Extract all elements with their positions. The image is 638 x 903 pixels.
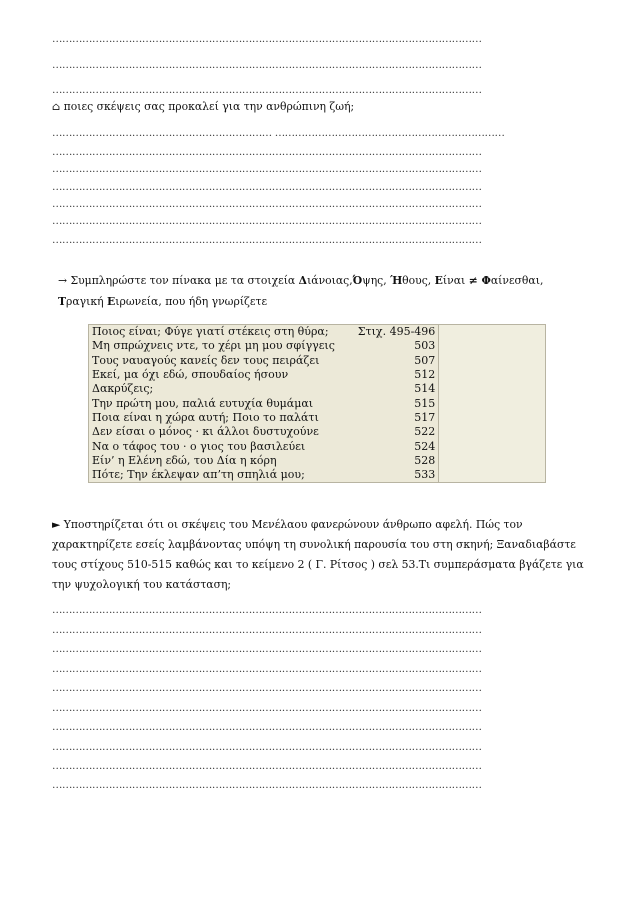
answer-cell[interactable] xyxy=(439,411,546,425)
table-row xyxy=(89,368,546,382)
table-instruction-line-2 xyxy=(58,295,267,309)
answer-line[interactable]: ………………………………………………………………………………………………………………… xyxy=(52,741,482,753)
table-row xyxy=(89,339,546,353)
table-instruction-line-1 xyxy=(58,274,543,288)
instruction-bold: Τ xyxy=(58,295,67,308)
instruction-text: ιρωνεία, που ήδη γνωρίζετε xyxy=(115,295,268,308)
verse-cell: Ποια είναι η χώρα αυτή; Ποιο το παλάτι xyxy=(89,411,344,425)
table-row xyxy=(89,382,546,396)
verse-cell: Δεν είσαι ο μόνος · κι άλλοι δυστυχούνε xyxy=(89,425,344,439)
table-row xyxy=(89,325,546,340)
verse-ref-cell: 522 xyxy=(344,425,439,439)
answer-line[interactable]: ………………………………………………………………………………………………………………… xyxy=(52,146,482,158)
question-2-line-4: την ψυχολογική του κατάσταση; xyxy=(52,578,232,591)
answer-cell[interactable] xyxy=(439,354,546,368)
table-row xyxy=(89,354,546,368)
verse-cell: Πότε; Την έκλεψαν απ’τη σπηλιά μου; xyxy=(89,468,344,483)
verse-cell: Μη σπρώχνεις ντε, το χέρι μη μου σφίγγεις xyxy=(89,339,344,353)
answer-cell[interactable] xyxy=(439,468,546,483)
answer-cell[interactable] xyxy=(439,439,546,453)
answer-cell[interactable] xyxy=(439,368,546,382)
answer-line[interactable]: ………………………………………………………………………………………………………………… xyxy=(52,215,482,227)
answer-line[interactable]: ………………………………………………………………………………………………………………… xyxy=(52,59,482,71)
instruction-bold: Δ xyxy=(298,274,308,287)
table-row xyxy=(89,396,546,410)
verse-ref-cell: 528 xyxy=(344,454,439,468)
answer-line[interactable]: ………………………………………………………………………………………………………………… xyxy=(52,721,482,733)
verse-cell: Δακρύζεις; xyxy=(89,382,344,396)
answer-line[interactable]: ………………………………………………………………………………………………………………… xyxy=(52,624,482,636)
question-2-line-2: χαρακτηρίζετε εσείς λαμβάνοντας υπόψη τη συνολική παρουσία του στη σκηνή; Ξαναδιαβάστε xyxy=(52,538,576,551)
verse-cell: Είν’ η Ελένη εδώ, του Δία η κόρη xyxy=(89,454,344,468)
verse-ref-cell: 507 xyxy=(344,354,439,368)
answer-line[interactable]: ………………………………………………………………………………………………………………… xyxy=(52,33,482,45)
answer-line[interactable]: ………………………………………………………………………………………………………………… xyxy=(52,234,482,246)
instruction-bold: Ε xyxy=(107,295,116,308)
answer-cell[interactable] xyxy=(439,382,546,396)
instruction-text: ραγική xyxy=(66,295,108,308)
instruction-text: Συμπληρώστε τον πίνακα με τα στοιχεία xyxy=(70,274,299,287)
question-2-line-3: τους στίχους 510-515 καθώς και το κείμενο 2 ( Γ. Ρίτσος ) σελ 53.Τι συμπεράσματα βγάζετε για xyxy=(52,558,584,571)
instruction-text: θους, xyxy=(402,274,435,287)
instruction-bold: Ε xyxy=(434,274,443,287)
question-2-line-1: ► Υποστηρίζεται ότι οι σκέψεις του Μενέλαου φανερώνουν άνθρωπο αφελή. Πώς τον xyxy=(52,518,523,531)
verse-ref-cell: 514 xyxy=(344,382,439,396)
answer-line[interactable]: ………………………………………………………… …………………………………………………………… xyxy=(52,127,505,139)
answer-line[interactable]: ………………………………………………………………………………………………………………… xyxy=(52,779,482,791)
arrow-icon: → xyxy=(58,274,68,287)
verse-ref-cell: 503 xyxy=(344,339,439,353)
verse-ref-cell: Στιχ. 495-496 xyxy=(344,325,439,340)
answer-line[interactable]: ………………………………………………………………………………………………………………… xyxy=(52,84,482,96)
verse-cell: Τους ναυαγούς κανείς δεν τους πειράζει xyxy=(89,354,344,368)
answer-line[interactable]: ………………………………………………………………………………………………………………… xyxy=(52,198,482,210)
table-row xyxy=(89,468,546,483)
answer-line[interactable]: ………………………………………………………………………………………………………………… xyxy=(52,702,482,714)
answer-line[interactable]: ………………………………………………………………………………………………………………… xyxy=(52,181,482,193)
verses-table xyxy=(88,324,546,483)
answer-line[interactable]: ………………………………………………………………………………………………………………… xyxy=(52,682,482,694)
instruction-text: ιάνοιας, xyxy=(307,274,353,287)
answer-line[interactable]: ………………………………………………………………………………………………………………… xyxy=(52,760,482,772)
table-row xyxy=(89,425,546,439)
answer-cell[interactable] xyxy=(439,454,546,468)
answer-cell[interactable] xyxy=(439,325,546,340)
verse-ref-cell: 524 xyxy=(344,439,439,453)
answer-line[interactable]: ………………………………………………………………………………………………………………… xyxy=(52,163,482,175)
instruction-bold: ≠ Φ xyxy=(468,274,491,287)
instruction-text: ψης, xyxy=(362,274,391,287)
verse-cell: Την πρώτη μου, παλιά ευτυχία θυμάμαι xyxy=(89,396,344,410)
answer-cell[interactable] xyxy=(439,339,546,353)
table-row xyxy=(89,411,546,425)
answer-line[interactable]: ………………………………………………………………………………………………………………… xyxy=(52,604,482,616)
question-1: ⌂ ποιες σκέψεις σας προκαλεί για την ανθρώπινη ζωή; xyxy=(52,100,355,113)
instruction-text: ίναι xyxy=(442,274,469,287)
verse-cell: Εκεί, μα όχι εδώ, σπουδαίος ήσουν xyxy=(89,368,344,382)
verse-cell: Να ο τάφος του · ο γιος του βασιλεύει xyxy=(89,439,344,453)
instruction-bold: Ό xyxy=(352,274,363,287)
instruction-text: αίνεσθαι, xyxy=(490,274,544,287)
table-row xyxy=(89,454,546,468)
instruction-bold: Ή xyxy=(390,274,403,287)
answer-line[interactable]: ………………………………………………………………………………………………………………… xyxy=(52,643,482,655)
answer-cell[interactable] xyxy=(439,396,546,410)
answer-cell[interactable] xyxy=(439,425,546,439)
verse-ref-cell: 517 xyxy=(344,411,439,425)
verse-ref-cell: 515 xyxy=(344,396,439,410)
answer-line[interactable]: ………………………………………………………………………………………………………………… xyxy=(52,663,482,675)
verse-ref-cell: 533 xyxy=(344,468,439,483)
verse-cell: Ποιος είναι; Φύγε γιατί στέκεις στη θύρα; xyxy=(89,325,344,340)
table-row xyxy=(89,439,546,453)
verse-ref-cell: 512 xyxy=(344,368,439,382)
